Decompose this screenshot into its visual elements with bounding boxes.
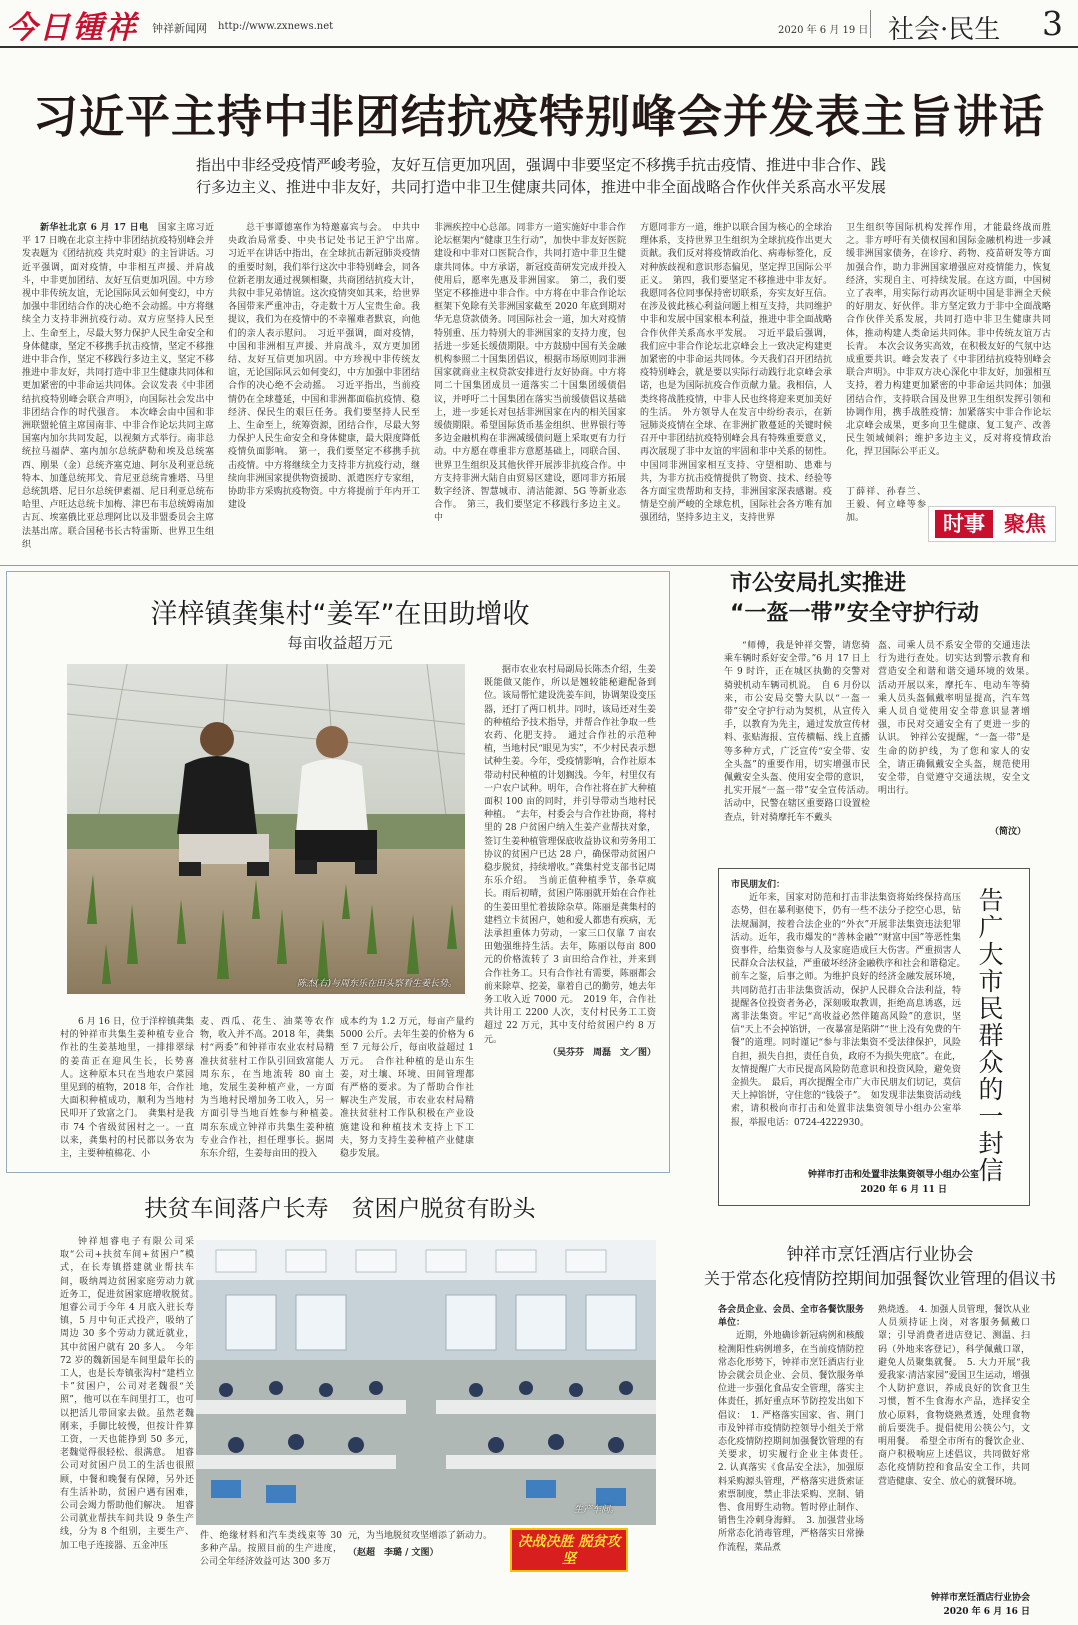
poverty-campaign-stamp [510,1528,628,1572]
lead-column-3 [434,222,626,556]
header-divider [870,10,871,38]
lead-headline: 习近平主持中非团结抗疫特别峰会并发表主旨讲话 [32,90,1045,143]
letter-body-text: 近年来，国家对防范和打击非法集资将始终保持高压态势，但在暴利驱使下，仍有一些不法分子挖空心思，钻法规漏洞，按着合法企业的“外衣”开展非法集资违法犯罪活动。近年，我市爆发的“善林金融”“财富中国”等恶性集资事件，给集资参与人及家庭造成巨大伤害。严重损害人民群众合法权益，严重破坏经济金融秩序和社会和谐稳定。 前车之鉴，后事之师。为维护良好的经济金融发展环境，共同防范打击非法集资活动，保护人民群众合法利益，特提醒各位投资者务必，深刻吸取教训，拒绝高息诱惑，远离非法集资。牢记“高收益必然伴随高风险”的意识，坚信“天上不会掉馅饼，一夜暴富是陷阱”“世上没有免费的午餐”的道理。同时谨记“参与非法集资不受法律保护，风险自担，损失自担，责任自负，政府不为损失兜底”。在此，友情提醒广大市民提高风险防范意识和投资风险，避免资金损失。 最后，再次提醒全市广大市民朋友们切记，莫信天上掉馅饼，守住您的“钱袋子”。 如发现非法集资活动线索，请积极向市打击和处置非法集资领导小组办公室举报，举报电话：0724-4222930。 [731,893,961,1128]
workshop-tail2-text: 元，为当地脱贫攻坚增添了新动力。 [348,1531,493,1541]
catering-c2-text: 熟烧透。 4. 加强人员管理，餐饮从业人员须持证上岗，对客服务佩戴口罩；引导消费者进店登记、测温、扫码（外地来客登记），科学佩戴口罩，避免人员聚集就餐。 5. 大力开展“我爱我家·清洁家园”爱国卫生运动，增强个人防护意识，养成良好的饮食卫生习惯，暂不生食海水产品，选择安全放心原料，食物烧熟煮透，处理食物前后要洗手。提倡使用公筷公勺，文明用餐。 希望全市所有的餐饮企业、商户积极响应上述倡议，共同做好常态化疫情防控和食品安全工作，共同营造健康、安全、放心的就餐环境。 [878,1305,1030,1487]
police-column-2 [878,640,1030,830]
page-number: 3 [1042,4,1063,43]
workshop-byline: （赵超 李璐 / 文图） [348,1548,439,1559]
lead-subheadline-2: 行多边主义、推进中非友好，共同打造中非卫生健康共同体，推进中非全面战略合作伙伴关系高水平发展 [195,178,886,196]
letter-box [718,868,1030,1206]
ginger-subtitle: 每亩收益超万元 [287,634,393,652]
lead-column-5 [846,222,1051,484]
issue-date: 2020 年 6 月 19 日 [778,25,869,36]
ginger-bottom-col-3 [340,1016,474,1166]
ginger-bottom-col-2 [200,1016,334,1166]
catering-title-line-1: 钟祥市烹饪酒店行业协会 [786,1245,974,1265]
lead-column-5-tail [846,486,926,552]
catering-greeting: 各会员企业、会员、全市各餐饮服务单位： [718,1305,864,1329]
workshop-tail-text: 件、绝缘材料和汽车类线束等 30 多种产品。按照目前的生产进度，公司全年经济效益可达 300 多万 [200,1531,342,1568]
site-url[interactable]: http://www.zxnews.net [218,21,334,32]
ginger-right-column [484,664,656,1144]
catering-signature: 钟祥市烹饪酒店行业协会 [930,1593,1030,1603]
lead-col1-text: 国家主席习近平 17 日晚在北京主持中非团结抗疫特别峰会并发表题为《团结抗疫 共克时艰》的主旨讲话。习近平强调，面对疫情，中非相互声援、并肩战斗，中非更加团结、友好互信更加巩固。中方珍视中非传统友谊，无论国际风云如何变幻，中方加强中非团结合作的决心绝不会动摇。中方将继续全力支持非洲抗疫行动。双方应坚持人民至上、生命至上，尽最大努力保护人民生命安全和身体健康，坚定不移携手抗击疫情，坚定不移推进中非合作，坚定不移践行多边主义，坚定不移推进中非友好，共同打造中非卫生健康共同体和更加紧密的中非命运共同体。会议发表《中非团结抗疫特别峰会联合声明》，向国际社会发出中非团结合作的时代强音。 本次峰会由中国和非洲联盟轮值主席国南非、中非合作论坛共同主席国塞内加尔共同发起，以视频方式举行。南非总统拉马福萨、塞内加尔总统萨勒和埃及总统塞西、刚果（金）总统齐塞克迪、阿尔及利亚总统特本、加蓬总统邦戈、肯尼亚总统肯雅塔、马里总统凯塔、尼日尔总统伊素福、尼日利亚总统布哈里、卢旺达总统卡加梅、津巴布韦总统姆南加古瓦、埃塞俄比亚总理阿比以及非盟委员会主席法基出席。联合国秘书长古特雷斯、世界卫生组织 [22,223,214,550]
police-title-line-2: “一盔一带”安全守护行动 [730,601,979,626]
ginger-b3-text: 成本约为 1.2 万元，每亩产量约 5000 公斤。去年生姜的价格为 6 至 7 元每公斤，每亩收益超过 1 万元。 合作社种植的是山东生姜，对土壤、环境、田间管理都有严格的要求。为了帮助合作社解决生产发展，市农业农村局精准扶贫驻村工作队积极在产业设施建设和种植技术支持上下工夫，努力支持生姜种植产业健康稳步发展。 [340,1017,474,1160]
police-byline: （简汶） [990,827,1027,837]
ginger-byline: （吴芬芬 周磊 文／图） [547,1047,656,1058]
ginger-bottom-col-1 [60,1016,194,1166]
ginger-photo-image [67,664,465,994]
ginger-right-text: 据市农业农村局副局长陈杰介绍，生姜既能做又能作，所以是翘较能秘避配备到位。该局帮忙建设洗姜车间，协调架设变压器，还打了两口机井。同时，该局还对生姜的种植给予技术指导，并帮合作社争取一些农药、化肥支持。 通过合作社的示范种植，当地村民“眼见为实”，不少村民表示想试种生姜。今年，受疫情影响，合作社原本带动村民种植的计划搁浅。今年，村里仅有一户农户试种。明年，合作社将在扩大种植面积 100 亩的同时，并引导带动当地村民种植。 “去年，村委会与合作社协商，将村里的 28 户贫困户纳入生姜产业帮扶对象，签订生姜种植管理保底收益协议和劳务用工协议的贫困户已达 28 户，确保带动贫困户稳步脱贫，持续增收。”龚集村党支部书记周东乐介绍。 当前正值种植季节，条草疯长。雨后初晴，贫困户陈丽就开始在合作社的生姜田里忙着拔除杂草。陈丽是龚集村的建档立卡贫困户，她和爱人都患有疾病，无法承担重体力劳动，一家三口仅靠 7 亩农田勉强维持生活。去年，陈丽以每亩 800 元的价格流转了 3 亩田给合作社，并来到合作社务工。只有合作社有需要，陈丽都会前来除草、挖姜，靠着自己的勤劳，她去年务工收入近 7000 元。 2019 年，合作社共计用工 2200 人次，支付村民务工工资超过 22 万元，其中支付给贫困户约 8 万元。 [484,665,656,1045]
lead-column-4 [640,222,832,556]
lead-col2-text: 总干事谭德塞作为特邀嘉宾与会。 中共中央政治局常委、中央书记处书记王沪宁出席。 习近平在讲话中指出，在全球抗击新冠肺炎疫情的重要时刻，我们举行这次中非特别峰会，同各位新老朋友通过视频相聚，共商团结抗疫大计，共叙中非兄弟情谊。这次疫情突如其来，给世界各国带来严重冲击，夺走数十万人宝贵生命。我提议，我们为在疫情中的不幸罹难者默哀，向他们的亲人表示慰问。 习近平强调，面对疫情，中国和非洲相互声援、并肩战斗，双方更加团结、友好互信更加巩固。中方珍视中非传统友谊，无论国际风云如何变幻，中方加强中非团结合作的决心绝不会动摇。 习近平指出，当前疫情仍在全球蔓延，中国和非洲都面临抗疫情、稳经济、保民生的艰巨任务。我们要坚持人民至上、生命至上，统筹资源，团结合作，尽最大努力保护人民生命安全和身体健康，最大限度降低疫情负面影响。 第一，我们要坚定不移携手抗击疫情。中方将继续全力支持非方抗疫行动，继续向非洲国家提供物资援助、派遣医疗专家组，协助非方采购抗疫物资。中方将提前于年内开工建设 [228,223,420,511]
catering-date: 2020 年 6 月 16 日 [943,1607,1030,1617]
catering-column-2 [878,1304,1030,1572]
workshop-title: 扶贫车间落户长寿 贫困户脱贫有盼头 [144,1196,536,1222]
news-focus-badge [928,506,1056,542]
catering-title-line-2: 关于常态化疫情防控期间加强餐饮业管理的倡议书 [703,1269,1056,1288]
police-title-line-1: 市公安局扎实推进 [730,571,907,596]
ginger-title: 洋梓镇龚集村“姜军”在田助增收 [150,599,530,630]
letter-date: 2020 年 6 月 11 日 [860,1185,947,1195]
police-column-1 [724,640,870,840]
masthead-rule [0,46,1078,48]
workshop-photo-image [196,1240,656,1525]
site-name: 钟祥新闻网 [152,22,207,35]
police-c2-text: 盔、司乘人员不系安全带的交通违法行为进行查处。切实达到警示教育和营造安全和谐和谐交通环境的效果。 活动开展以来，摩托车、电动车等骑乘人员头盔佩戴率明显提高，汽车驾乘人员自觉使用安全带意识显著增强，市民对交通安全有了更进一步的认识。 钟祥公安提醒，“一盔一带”是生命的防护线，为了您和家人的安全，请正确佩戴安全头盔，规范使用安全带，自觉遵守交通法规，安全文明出行。 [878,641,1030,797]
ginger-b2-text: 麦、西瓜、花生、油菜等农作物，收入并不高。2018 年，龚集村“两委”和钟祥市农业农村局精准扶贫驻村工作队引回致富能人周东东，在当地流转 80 亩土地，发展生姜种植产业，一方面为当地村民增加务工收入，另一方面引导当地百姓参与种植姜。 周东东成立钟祥市共集生姜种植专业合作社，担任理事长。据周东东介绍，生姜每亩田的投入 [200,1017,334,1160]
lead-subheadline-1: 指出中非经受疫情严峻考验，友好互信更加巩固，强调中非要坚定不移携手抗击疫情、推进中非合作、践 [195,156,886,174]
workshop-tail-col-2 [348,1530,498,1590]
lead-col5-text: 卫生组织等国际机构发挥作用，才能最终战而胜之。非方呼吁有关债权国和国际金融机构进一步减缓非洲国家债务，在诊疗、药物、疫苗研发等方面加强合作，助力非洲国家增强应对疫情能力，恢复经济，实现自主、可持续发展。在这方面，中国树立了表率，用实际行动再次证明中国是非洲全天候的好朋友、好伙伴。非方坚定致力于非中全面战略合作伙伴关系发展，共同打造中非卫生健康共同体，推动构建人类命运共同体。非中传统友谊万古长青。 本次会议务实高效，在积极友好的气氛中达成重要共识。峰会发表了《中非团结抗疫特别峰会联合声明》。中非双方决心深化中非友好，加强相互支持，着力构建更加紧密的中非命运共同体；加强团结合作，支持联合国及世界卫生组织发挥引领和协调作用，携手战胜疫情；加紧落实中非合作论坛北京峰会成果，更多向卫生健康、复工复产、改善民生领域倾斜；维护多边主义，反对将疫情政治化，捍卫国际公平正义。 [846,223,1051,458]
campaign-stamp-text: 决战决胜 脱贫攻坚 [517,1534,621,1567]
letter-signature: 钟祥市打击和处置非法集资领导小组办公室 [807,1170,979,1180]
lead-col4-text: 方愿同非方一道，维护以联合国为核心的全球治理体系，支持世界卫生组织为全球抗疫作出更大贡献。我们反对将疫情政治化、病毒标签化，反对种族歧视和意识形态偏见，坚定捍卫国际公平正义。 第四，我们要坚定不移推进中非友好。我愿同各位同事保持密切联系，夯实友好互信。在涉及彼此核心利益问题上相互支持，共同维护中非和发展中国家根本利益，推进中非全面战略合作伙伴关系高水平发展。 习近平最后强调，我们应中非合作论坛北京峰会上一致决定构建更加紧密的中非命运共同体。今天我们召开团结抗疫特别峰会，就是要以实际行动践行北京峰会承诺，也是为国际抗疫合作贡献力量。我相信，人类终将战胜疫情，中非人民也终将迎来更加美好的生活。 外方领导人在发言中纷纷表示，在新冠肺炎疫情在全球、在非洲扩散蔓延的关键时候召开中非团结抗疫特别峰会具有特殊重要意义，再次展现了非中友谊的牢固和非中关系的韧性。中国同非洲国家相互支持、守望相助、患难与共，为非方抗击疫情提供了物资、技术、经验等各方面宝贵帮助和支持，非洲国家深表感谢。疫情是空前严峻的全球危机，国际社会各方唯有加强团结，坚持多边主义，支持世界 [640,223,832,524]
masthead [0,0,1078,50]
lead-dateline: 新华社北京 6 月 17 日电 [40,223,149,233]
catering-c1-text: 近期，外地确诊新冠病例和核酸检测阳性病例增多，在当前疫情防控常态化形势下，钟祥市烹饪酒店行业协会就会员企业、会员、餐饮服务单位进一步强化食品安全管理，落实主体责任，抓好重点环节防控发出如下倡议： 1. 严格落实国家、省、荆门市及钟祥市疫情防控领导小组关于常态化疫情防控期间加强餐饮管理的有关要求，切实履行企业主体责任。 2. 认真落实《食品安全法》，加强原料采购源头管理，严格落实进货索证索票制度，禁止非法采购、烹制、销售、食用野生动物。暂时停止制作、销售生冷刺身海鲜。 3. 加强营业场所常态化消毒管理，严格落实日常操作流程，菜品煮 [718,1331,864,1553]
ginger-b1-text: 6 月 16 日，位于洋梓镇龚集村的钟祥市共集生姜种植专业合作社的生姜基地里，一排排翠绿的姜苗正在迎风生长，长势喜人。这种原本只在当地农户菜园里见到的植物，2018 年，合作社大面积种植成功，顺利为当地村民叩开了致富之门。 龚集村是我市 74 个省级贫困村之一。一直以来，龚集村的村民都以务农为主，主要种植棉花、小 [60,1017,194,1160]
letter-body-column [731,879,961,1163]
lead-col5-tail-text: 丁薛祥、孙春兰、王毅、何立峰等参加。 [846,487,926,524]
workshop-tail-col-1 [200,1530,342,1590]
lead-col3-text: 非洲疾控中心总部。同非方一道实施好中非合作论坛框架内“健康卫生行动”，加快中非友好医院建设和中非对口医院合作，共同打造中非卫生健康共同体。中方承诺，新冠疫苗研发完成并投入使用后，愿率先惠及非洲国家。 第二，我们要坚定不移推进中非合作。中方将在中非合作论坛框架下免除有关非洲国家截至 2020 年底到期对华无息贷款债务。同国际社会一道，加大对疫情特别重、压力特别大的非洲国家的支持力度，包括进一步延长缓债期限。中方鼓励中国有关金融机构参照二十国集团倡议，根据市场原则同非洲国家就商业主权贷款安排进行友好协商。中方将同二十国集团成员一道落实二十国集团缓债倡议，并呼吁二十国集团在落实当前缓债倡议基础上，进一步延长对包括非洲国家在内的相关国家缓债期限。希望国际货币基金组织、世界银行等多边金融机构在非洲减缓债问题上采取更有力行动。中方愿在尊重非方意愿基础上，同联合国、世界卫生组织及其他伙伴开展涉非抗疫合作。中方支持非洲大陆自由贸易区建设，愿同非方拓展数字经济、智慧城市、清洁能源、5G 等新业态合作。 第三，我们要坚定不移践行多边主义。中 [434,223,626,524]
badge-current-affairs: 时事 [935,510,993,538]
workshop-photo [196,1240,656,1525]
ginger-field-photo [67,664,465,994]
workshop-photo-caption: 生产车间。 [574,1505,620,1515]
badge-focus: 聚焦 [1004,512,1046,536]
lead-column-2 [228,222,420,556]
workshop-left-column [60,1236,194,1616]
section-name: 社会·民生 [888,15,1001,45]
newspaper-logo[interactable]: 今日锺祥 [6,10,138,46]
workshop-left-text: 钟祥旭睿电子有限公司采取“公司+扶贫车间+贫困户”模式，在长寿镇搭建就业帮扶车间，吸纳周边贫困家庭劳动力就近务工，促进贫困家庭增收脱贫。 旭睿公司于今年 4 月底入驻长寿镇，5 月中旬正式投产，吸纳了周边 30 多个劳动力就近就业，其中贫困户就有 20 多人。 今年 72 岁的魏新国是车间里最年长的工人，也是长寿镇张沟村“建档立卡”贫困户，公司对老魏很“关照”，他可以在车间里打工，也可以把活儿带回家去做。虽然老魏刚来，手脚比较慢，但按计件算工资，一天也能挣到 50 多元，老魏觉得很轻松、很满意。 旭睿公司对贫困户员工的生活也很照顾，中餐和晚餐有保障，另外还有生活补助，贫困户遇有困难，公司会竭力帮助他们解决。 旭睿公司就业帮扶车间共设 9 条生产线，分为 8 个组别，主要生产、加工电子连接器、五金冲压 [60,1237,194,1551]
catering-column-1 [718,1304,864,1620]
letter-vertical-title: 告广大市民群众的一封信 [978,886,1004,1185]
letter-greeting: 市民朋友们： [731,880,786,890]
police-c1-text: “师傅，我是钟祥交警，请您骑乘车辆时系好安全带。”6 月 17 日上午 9 时许，正在城区执勤的交警对骑驶机动车辆司机说。 自 6 月份以来，市公安局交警大队以“一盔一带”安全守护行动为契机，从宣传入手，以教育为先主，通过发放宣传材料、张贴海报、宣传横幅、线上直播等多种方式，广泛宣传“安全带、安全头盔”的重要作用，切实增强市民佩戴安全头盔、使用安全带的意识，扎实开展“一盔一带”安全宣传活动。 活动中，民警在辖区重要路口设置检查点，针对骑摩托车不戴头 [724,641,870,823]
lead-column-1 [22,222,214,556]
ginger-photo-caption: 陈杰(右)与周东乐在田头察看生姜长势。 [297,979,458,989]
